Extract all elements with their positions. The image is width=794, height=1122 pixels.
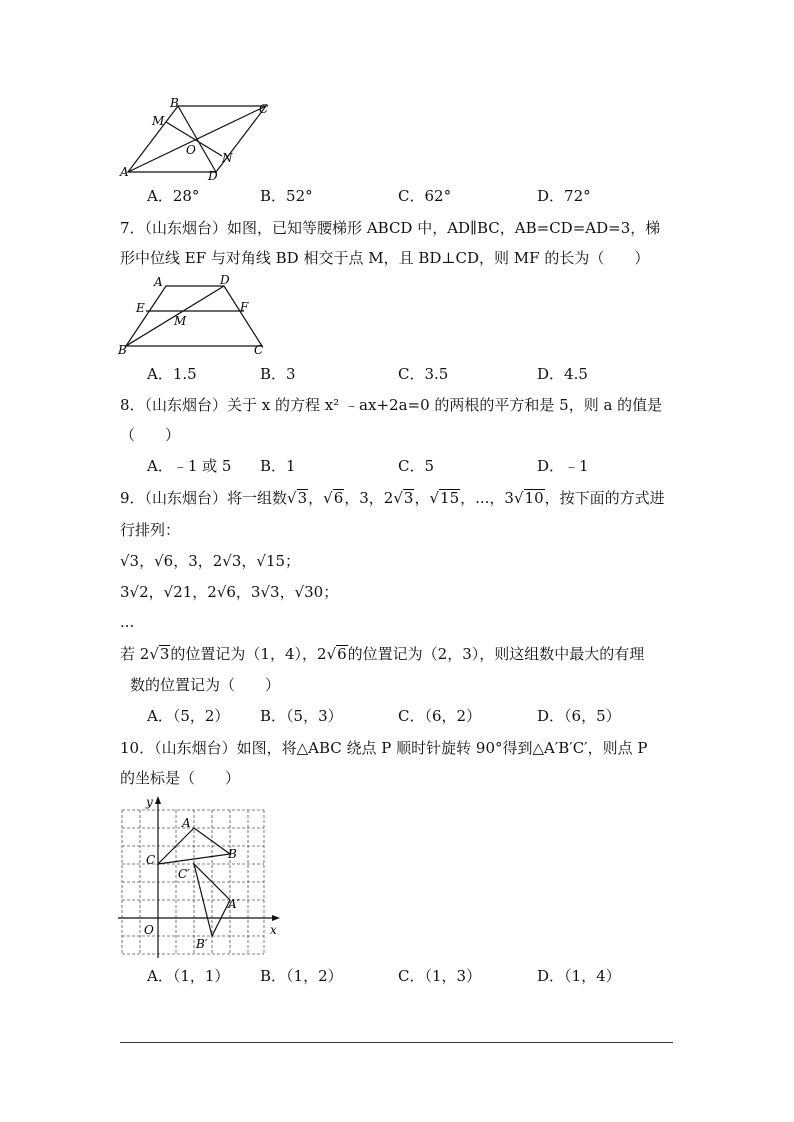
q9-number-list: √3，√6，3，2√3，√15，...，3√10 [287, 489, 544, 507]
q10-stem-line1: 10．（山东烟台）如图，将△ABC 绕点 P 顺时针旋转 90°得到△A′B′C′，则点 P [120, 739, 648, 757]
label-c: C [259, 102, 269, 116]
q10-stem-line2: 的坐标是（ ） [120, 769, 241, 787]
coordinate-grid-figure [114, 794, 284, 958]
label-b: B [228, 847, 237, 861]
q9-stem-suffix: ，按下面的方式进 [544, 489, 665, 507]
label-y: y [146, 795, 153, 809]
q9-stem-line2: 行排列： [120, 521, 181, 539]
label-c: C [254, 343, 264, 357]
q9-line3-a: 若 2 [120, 645, 150, 663]
q7-option-d[interactable]: D．4.5 [537, 365, 588, 383]
label-a: A [120, 165, 129, 179]
trapezoid-figure [116, 274, 276, 358]
q9-stem-prefix: 9．（山东烟台）将一组数 [120, 489, 288, 507]
label-e: E [136, 301, 145, 315]
q9-line3-c: 的位置记为（2，3），则这组数中最大的有理 [347, 645, 645, 663]
q9-row1: √3，√6，3，2√3，√15； [120, 552, 301, 570]
q9-option-b[interactable]: B．（5，3） [260, 707, 343, 725]
q8-stem-line1: 8．（山东烟台）关于 x 的方程 x² ﹣ax+2a=0 的两根的平方和是 5，则 a 的值是 [120, 396, 663, 414]
label-d: D [220, 274, 230, 287]
label-n: N [222, 151, 233, 165]
q6-option-c[interactable]: C．62° [398, 187, 452, 205]
q9-option-a[interactable]: A．（5，2） [147, 707, 230, 725]
q8-option-d[interactable]: D．﹣1 [537, 457, 589, 475]
parallelogram-figure [118, 96, 288, 180]
q7-stem-line2: 形中位线 EF 与对角线 BD 相交于点 M，且 BD⊥CD，则 MF 的长为（ ） [120, 249, 650, 267]
q6-option-a[interactable]: A．28° [147, 187, 200, 205]
trapezoid-outline [126, 286, 262, 346]
label-m: M [152, 114, 165, 128]
q9-stem-line1 [120, 488, 665, 508]
label-o: O [186, 143, 196, 157]
y-axis-arrow [155, 796, 161, 804]
q8-option-b[interactable]: B．1 [260, 457, 296, 475]
q8-option-c[interactable]: C．5 [398, 457, 435, 475]
label-b-prime: B′ [196, 937, 208, 951]
q9-stem-line4: 数的位置记为（ ） [130, 676, 281, 694]
label-b: B [118, 343, 127, 357]
label-a: A [154, 275, 163, 289]
q7-option-b[interactable]: B．3 [260, 365, 296, 383]
q6-option-d[interactable]: D．72° [537, 187, 591, 205]
q9-option-d[interactable]: D．（6，5） [537, 707, 621, 725]
q8-option-a[interactable]: A．﹣1 或 5 [147, 457, 232, 475]
q7-stem-line1: 7．（山东烟台）如图，已知等腰梯形 ABCD 中，AD∥BC，AB=CD=AD=3，梯 [120, 219, 661, 237]
q9-row2: 3√2，√21，2√6，3√3，√30； [120, 583, 339, 601]
q10-option-b[interactable]: B．（1，2） [260, 967, 343, 985]
q9-stem-line3: 若 2√3的位置记为（1，4），2√6的位置记为（2，3），则这组数中最大的有理 [120, 645, 645, 663]
q9-line3-b: 的位置记为（1，4），2 [170, 645, 327, 663]
label-d: D [208, 169, 218, 180]
q10-option-c[interactable]: C．（1，3） [398, 967, 482, 985]
label-f: F [240, 300, 249, 314]
q8-stem-line2: （ ） [120, 426, 181, 444]
q9-option-c[interactable]: C．（6，2） [398, 707, 482, 725]
label-x: x [270, 923, 277, 937]
q7-option-a[interactable]: A．1.5 [147, 365, 197, 383]
footer-rule [120, 1042, 673, 1043]
label-c: C [146, 853, 156, 867]
q6-option-b[interactable]: B．52° [260, 187, 313, 205]
q9-ellipsis: ... [120, 613, 135, 631]
label-m: M [174, 314, 187, 328]
label-a: A [182, 816, 191, 830]
q7-option-c[interactable]: C．3.5 [398, 365, 449, 383]
label-o: O [144, 923, 154, 937]
diagonal-bd [178, 106, 216, 172]
q10-option-d[interactable]: D．（1，4） [537, 967, 621, 985]
label-b: B [170, 96, 179, 110]
label-c-prime: C′ [178, 867, 190, 881]
label-a-prime: A′ [228, 897, 240, 911]
q10-option-a[interactable]: A．（1，1） [147, 967, 230, 985]
x-axis-arrow [272, 915, 280, 921]
